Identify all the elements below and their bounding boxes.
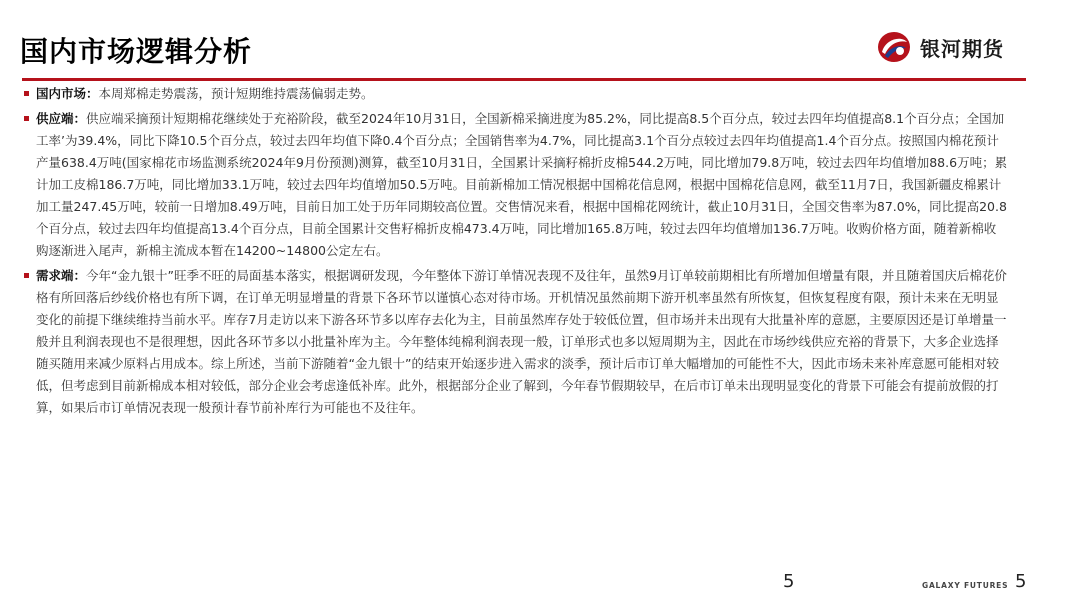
page-number-right: 5	[1015, 571, 1027, 592]
section-text: 本周郑棉走势震荡，预计短期维持震荡偏弱走势。	[98, 86, 374, 101]
bullet-square-icon	[24, 273, 29, 278]
section-domestic-market	[36, 83, 1008, 105]
page-title: 国内市场逻辑分析	[20, 35, 253, 68]
logo-text: 银河期货	[920, 36, 1004, 61]
section-demand	[36, 265, 1008, 419]
section-label: 供应端：	[36, 111, 87, 126]
title-divider	[22, 78, 1026, 81]
section-text: 供应端采摘预计短期棉花继续处于充裕阶段，截至2024年10月31日，全国新棉采摘进度为85.2%，同比提高8.5个百分点，较过去四年均值提高8.1个百分点；全国加工率’为39.4%，同比下降10.5个百分点，较过去四年均值下降0.4个百分点；全国销售率为4.7%，同比提高3.1个百分点较过去四年均值提高1.4个百分点。按照国内棉花预计产量638.4万吨(国家棉花市场监测系统2024年9月份预测)测算，截至10月31日，全国累计采摘籽棉折皮棉544.2万吨，同比增加79.8万吨，较过去四年均值增加88.6万吨；累计加工皮棉186.7万吨，同比增加33.1万吨，较过去四年均值增加50.5万吨。目前新棉加工情况根据中国棉花信息网，根据中国棉花信息网，截至11月7日，我国新疆皮棉累计加工量247.45万吨，较前一日增加8.49万吨，目前日加工处于历年同期较高位置。交售情况来看，根据中国棉花网统计，截止10月31日，全国交售率为87.0%，同比提高20.8个百分点，较过去四年均值提高13.4个百分点，目前全国累计交售籽棉折皮棉473.4万吨，同比增加165.8万吨，较过去四年均值增加136.7万吨。收购价格方面，随着新棉收购逐渐进入尾声，新棉主流成本暂在14200~14800公定左右。	[36, 111, 1008, 258]
content-body	[36, 83, 1008, 419]
section-label: 需求端：	[36, 268, 87, 283]
bullet-square-icon	[24, 91, 29, 96]
section-label: 国内市场：	[36, 86, 99, 101]
section-supply	[36, 108, 1008, 262]
galaxy-futures-logo-icon	[876, 30, 912, 64]
company-logo	[876, 30, 1004, 64]
section-text: 今年“金九银十”旺季不旺的局面基本落实，根据调研发现，今年整体下游订单情况表现不及往年，虽然9月订单较前期相比有所增加但增量有限，并且随着国庆后棉花价格有所回落后纱线价格也有所下调，在订单无明显增量的背景下各环节以谨慎心态对待市场。开机情况虽然前期下游开机率虽然有所恢复，但恢复程度有限，预计未来在无明显变化的前提下继续维持当前水平。库存7月走访以来下游各环节多以库存去化为主，目前虽然库存处于较低位置，但市场并未出现有大批量补库的意愿，主要原因还是订单增量一般并且利润表现也不是很理想，因此各环节多以小批量补库为主。今年整体纯棉利润表现一般，订单形式也多以短周期为主，因此在市场纱线供应充裕的背景下，大多企业选择随买随用来减少原料占用成本。综上所述，当前下游随着“金九银十”的结束开始逐步进入需求的淡季，预计后市订单大幅增加的可能性不大，因此市场未来补库意愿可能相对较低，但考虑到目前新棉成本相对较低，部分企业会考虑逢低补库。此外，根据部分企业了解到，今年春节假期较早，在后市订单未出现明显变化的背景下可能会有提前放假的打算，如果后市订单情况表现一般预计春节前补库行为可能也不及往年。	[36, 268, 1007, 415]
bullet-square-icon	[24, 116, 29, 121]
page-number-left: 5	[783, 571, 795, 592]
footer-brand: GALAXY FUTURES	[922, 581, 1009, 590]
